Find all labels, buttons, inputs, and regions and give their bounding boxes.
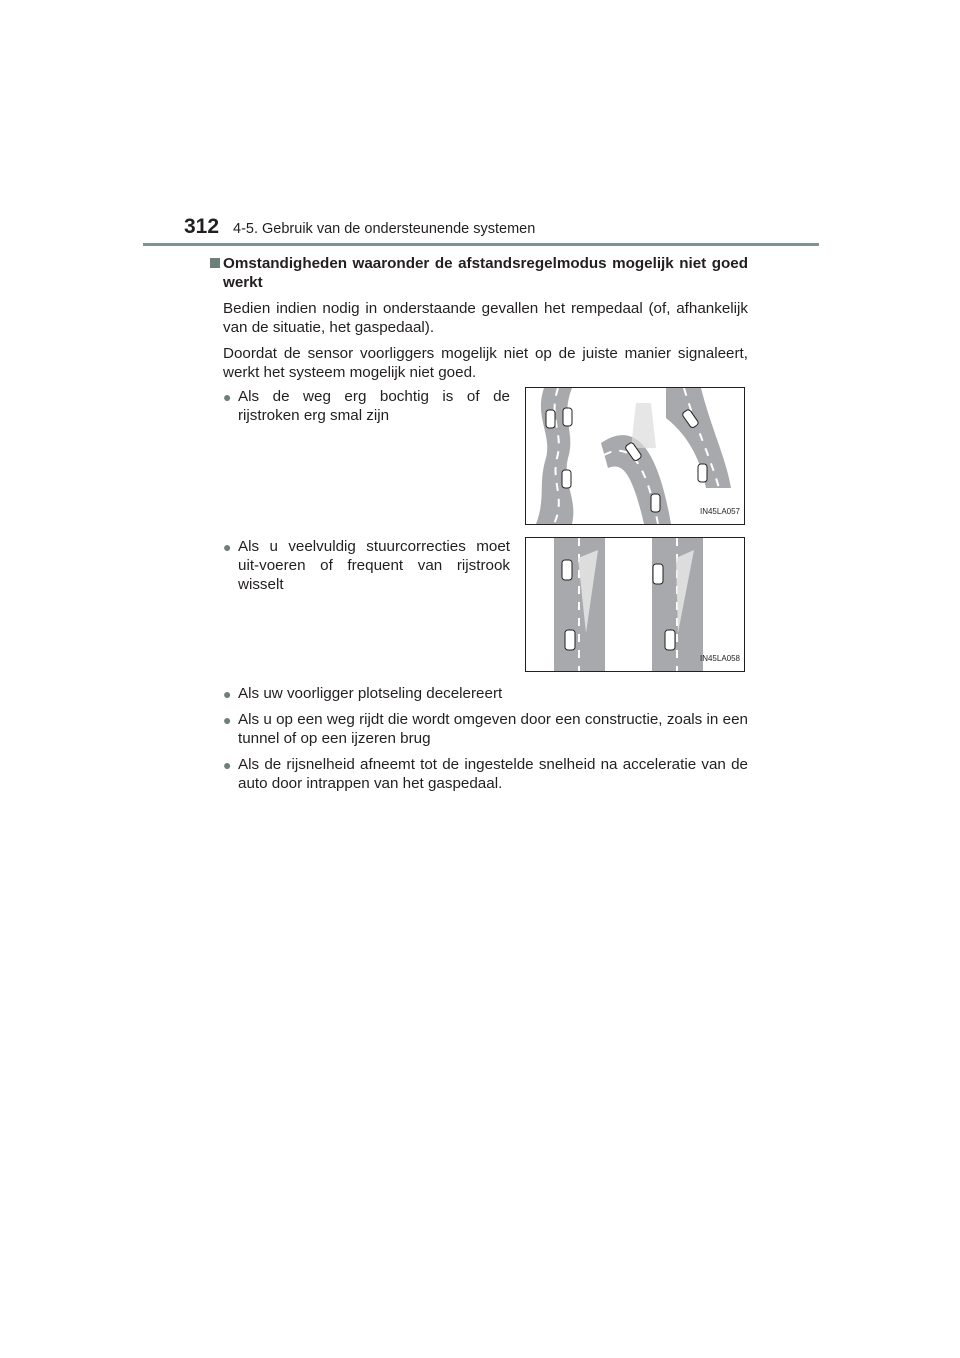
bullet-icon: ● (223, 757, 232, 773)
list-item (210, 684, 748, 703)
figure-code: IN45LA058 (699, 654, 740, 663)
figure-row-lane-changes (210, 537, 748, 678)
bullet-icon: ● (223, 539, 232, 555)
list-item-text: Als u veelvuldig stuurcorrecties moet uit-voeren of frequent van rijstrook wisselt (238, 538, 510, 593)
figure-curvy-roads (525, 387, 745, 525)
figure-code: IN45LA057 (699, 507, 740, 516)
list-item-text: Als de rijsnelheid afneemt tot de ingestelde snelheid na acceleratie van de auto door intrappen van het gaspedaal. (238, 756, 748, 792)
list-item (210, 710, 748, 748)
list-item-text: Als u op een weg rijdt die wordt omgeven door een constructie, zoals in een tunnel of op een ijzeren brug (238, 711, 748, 747)
list-item (210, 537, 510, 594)
paragraph: Doordat de sensor voorliggers mogelijk niet op de juiste manier signaleert, werkt het systeem mogelijk niet goed. (223, 345, 748, 381)
bullet-icon: ● (223, 712, 232, 728)
figure-lane-changes (525, 537, 745, 672)
section-heading (210, 254, 748, 292)
bullet-icon: ● (223, 686, 232, 702)
square-bullet-icon (210, 258, 220, 268)
page-content (210, 254, 748, 793)
chapter-title: 4-5. Gebruik van de ondersteunende systemen (233, 221, 536, 237)
section-heading-text: Omstandigheden waaronder de afstandsregelmodus mogelijk niet goed werkt (223, 255, 748, 291)
figure-row-curvy-road (210, 387, 748, 529)
list-item-text: Als de weg erg bochtig is of de rijstroken erg smal zijn (238, 388, 510, 424)
list-item-text: Als uw voorligger plotseling decelereert (238, 685, 503, 702)
paragraph: Bedien indien nodig in onderstaande gevallen het rempedaal (of, afhankelijk van de situatie, het gaspedaal). (223, 300, 748, 336)
list-item (210, 387, 510, 425)
list-item (210, 755, 748, 793)
bullet-icon: ● (223, 389, 232, 405)
page-number: 312 (184, 215, 220, 238)
header-rule (143, 243, 819, 246)
